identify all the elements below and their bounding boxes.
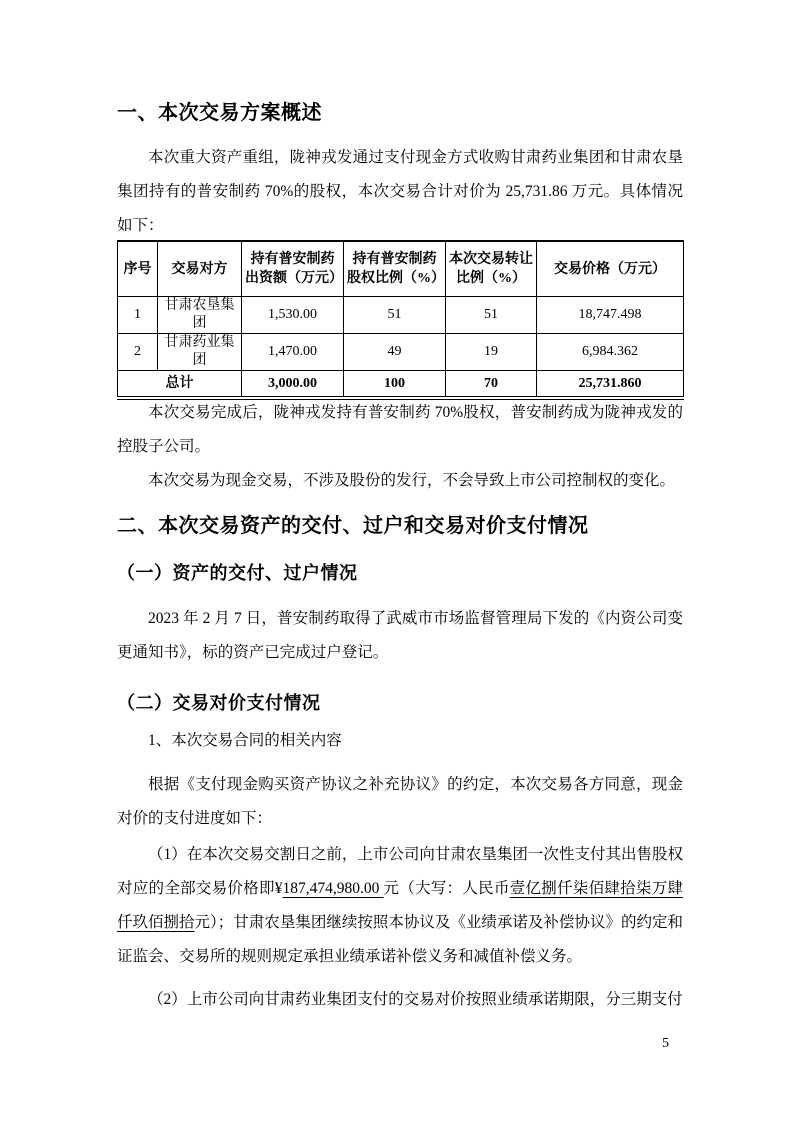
table-cell: 2 [118, 334, 158, 371]
subsection-2-2-heading: （二）交易对价支付情况 [117, 693, 321, 713]
paragraph-overview: 本次重大资产重组，陇神戎发通过支付现金方式收购甘肃药业集团和甘肃农垦集团持有的普安制药 70%的股权，本次交易合计对价为 25,731.86 万元。具体情况如下： [117, 149, 683, 234]
subsection-2-1-heading: （一）资产的交付、过户情况 [117, 563, 358, 583]
table-row [118, 334, 684, 371]
table-cell: 甘肃农垦集团 [158, 297, 242, 334]
paragraph-cash-deal: 本次交易为现金交易，不涉及股份的发行，不会导致上市公司控制权的变化。 [148, 472, 676, 489]
section-1-heading: 一、本次交易方案概述 [117, 102, 322, 124]
table-total-cell: 100 [344, 371, 446, 399]
page-number: 5 [662, 1036, 669, 1051]
paragraph-payment-1: （1）在本次交易交割日之前，上市公司向甘肃农垦集团一次性支付其出售股权对应的全部交易价格即¥187,474,980.00 元（大写：人民币壹亿捌仟柒佰肆拾柒万肆仟玖佰捌拾元）；甘肃农垦集团继续按照本协议及《业绩承诺及补偿协议》的约定和证监会、交易所的规则规定承担业绩承诺补偿义务和减值补偿义务。 [117, 846, 683, 965]
page-content [117, 0, 683, 1017]
table-header-cell-equity-ratio: 持有普安制药股权比例（%） [344, 241, 446, 297]
table-total-cell: 3,000.00 [242, 371, 344, 399]
transaction-table [117, 240, 684, 400]
table-cell: 1,470.00 [242, 334, 344, 371]
table-cell: 49 [344, 334, 446, 371]
table-header-cell-transfer-ratio: 本次交易转让比例（%） [446, 241, 537, 297]
table-cell: 18,747.498 [537, 297, 684, 334]
table-cell: 6,984.362 [537, 334, 684, 371]
paragraph-item1-title: 1、本次交易合同的相关内容 [148, 732, 342, 749]
table-cell: 1,530.00 [242, 297, 344, 334]
section-2-heading: 二、本次交易资产的交付、过户和交易对价支付情况 [117, 515, 589, 537]
table-header-row [118, 241, 684, 297]
paragraph-payment-intro: 根据《支付现金购买资产协议之补充协议》的约定，本次交易各方同意，现金对价的支付进度如下： [117, 776, 683, 827]
table-cell: 1 [118, 297, 158, 334]
table-total-row [118, 371, 684, 399]
paragraph-delivery: 2023 年 2 月 7 日，普安制药取得了武威市市场监督管理局下发的《内资公司变更通知书》，标的资产已完成过户登记。 [117, 610, 683, 661]
paragraph-payment-2: （2）上市公司向甘肃药业集团支付的交易对价按照业绩承诺期限，分三期支付 [148, 991, 683, 1008]
table-header-cell-price: 交易价格（万元） [537, 241, 684, 297]
table-cell: 甘肃药业集团 [158, 334, 242, 371]
table-header-cell-index: 序号 [118, 241, 158, 297]
table-total-cell: 25,731.860 [537, 371, 684, 399]
table-cell: 51 [344, 297, 446, 334]
table-header-cell-capital: 持有普安制药出资额（万元） [242, 241, 344, 297]
table-total-label: 总计 [118, 371, 242, 399]
table-header-cell-counterparty: 交易对方 [158, 241, 242, 297]
table-row [118, 297, 684, 334]
table-cell: 51 [446, 297, 537, 334]
table-cell: 19 [446, 334, 537, 371]
paragraph-completion: 本次交易完成后，陇神戎发持有普安制药 70%股权，普安制药成为陇神戎发的控股子公司。 [117, 404, 683, 455]
table-total-cell: 70 [446, 371, 537, 399]
